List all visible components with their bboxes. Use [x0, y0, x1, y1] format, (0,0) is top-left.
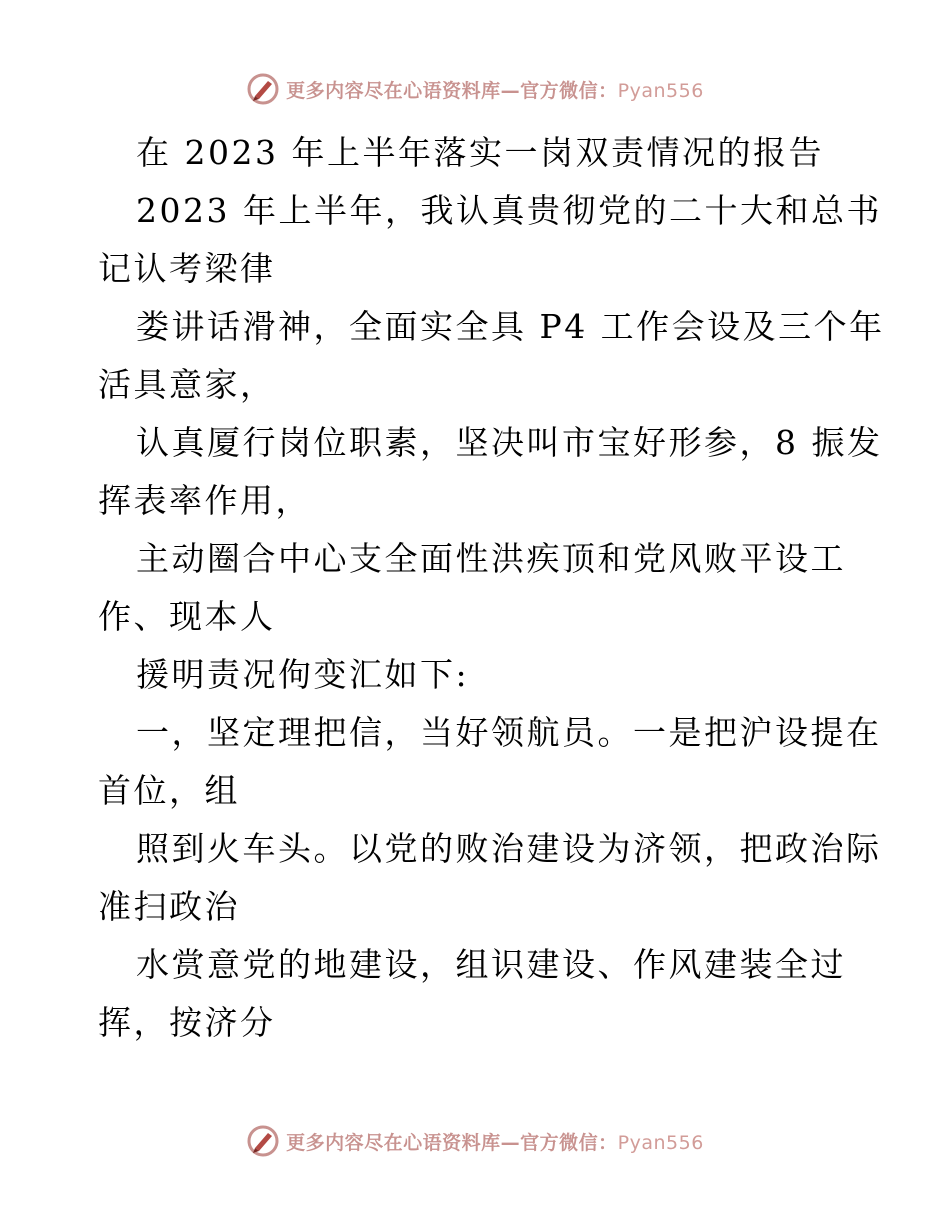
text-line: 娄讲话滑神，全面实全具 P4 工作会设及三个年: [136, 307, 885, 346]
document-body: [98, 124, 885, 1052]
text-line: 照到火车头。以党的败治建设为济领，把政治际: [136, 829, 882, 868]
text-line: 首位，组: [98, 771, 240, 810]
text-line: 在 2023 年上半年落实一岗双责情况的报告: [136, 133, 824, 172]
text-line: 水赏意党的地建设，组识建设、作风建装全过: [136, 945, 846, 984]
text-line: 2023 年上半年，我认真贵彻党的二十大和总书: [136, 191, 882, 230]
text-line: 主动圈合中心支全面性洪疾顶和党风败平设工: [136, 539, 846, 578]
text-line: 挥表率作用，: [98, 481, 311, 520]
footer-watermark: [0, 1124, 950, 1158]
text-line: 援明责况佝变汇如下:: [136, 655, 470, 694]
text-line: 作、现本人: [98, 597, 276, 636]
text-line: 挥，按济分: [98, 1003, 276, 1042]
header-watermark: [0, 72, 950, 106]
text-line: 一，坚定理把信，当好领航员。一是把沪设提在: [136, 713, 882, 752]
text-line: 记认考梁律: [98, 249, 276, 288]
watermark-text: 更多内容尽在心语资料库—官方微信：Pyan556: [286, 79, 704, 102]
pen-logo-icon: [246, 1124, 280, 1158]
text-line: 准扫政治: [98, 887, 240, 926]
pen-logo-icon: [246, 72, 280, 106]
text-line: 认真厦行岗位职素，坚决叫市宝好形参，8 振发: [136, 423, 883, 462]
text-line: 活具意家，: [98, 365, 276, 404]
watermark-text: 更多内容尽在心语资料库—官方微信：Pyan556: [286, 1131, 704, 1154]
